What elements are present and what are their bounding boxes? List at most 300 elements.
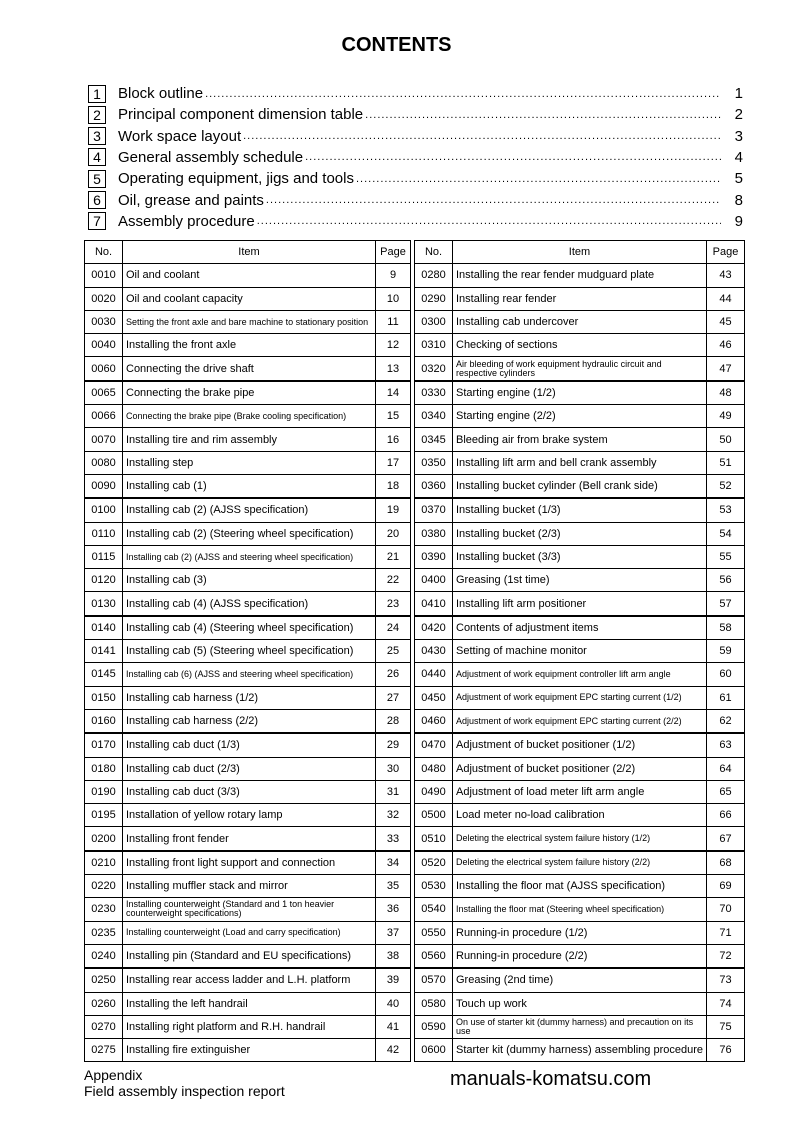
item-page: 44 xyxy=(707,287,745,310)
item-title: Installing step xyxy=(123,451,376,474)
item-title: Installing front fender xyxy=(123,827,376,851)
item-number: 0140 xyxy=(85,616,123,640)
item-number: 0580 xyxy=(415,992,453,1015)
item-number: 0020 xyxy=(85,287,123,310)
item-page: 57 xyxy=(707,592,745,616)
item-page: 25 xyxy=(376,640,411,663)
watermark: manuals-komatsu.com xyxy=(450,1068,652,1090)
item-title: Running-in procedure (2/2) xyxy=(453,944,707,968)
table-row[interactable] xyxy=(415,921,745,944)
item-title: Bleeding air from brake system xyxy=(453,428,707,451)
item-number: 0520 xyxy=(415,851,453,875)
leader-dots xyxy=(266,194,721,206)
item-title: Installing cab (2) (AJSS specification) xyxy=(123,498,376,522)
item-number: 0141 xyxy=(85,640,123,663)
table-row[interactable] xyxy=(85,474,411,498)
table-row[interactable] xyxy=(85,804,411,827)
item-page: 9 xyxy=(376,264,411,287)
toc-entry[interactable] xyxy=(88,211,743,232)
item-title: Oil and coolant xyxy=(123,264,376,287)
item-title: Greasing (1st time) xyxy=(453,569,707,592)
item-title: Installing the left handrail xyxy=(123,992,376,1015)
section-title: Block outline xyxy=(118,85,204,102)
item-number: 0110 xyxy=(85,522,123,545)
item-number: 0220 xyxy=(85,875,123,898)
col-page: Page xyxy=(376,241,411,264)
table-row[interactable] xyxy=(415,569,745,592)
item-page: 49 xyxy=(707,405,745,428)
item-number: 0390 xyxy=(415,545,453,568)
table-row[interactable] xyxy=(415,1039,745,1062)
appendix-heading: Appendix xyxy=(84,1067,143,1083)
item-page: 58 xyxy=(707,616,745,640)
item-title: Installing cab (6) (AJSS and steering wheel specification) xyxy=(123,663,376,686)
item-number: 0235 xyxy=(85,921,123,944)
table-row[interactable] xyxy=(85,733,411,757)
item-title: Installing fire extinguisher xyxy=(123,1039,376,1062)
item-number: 0170 xyxy=(85,733,123,757)
item-title: Installing right platform and R.H. handrail xyxy=(123,1015,376,1038)
item-number: 0440 xyxy=(415,663,453,686)
table-row[interactable] xyxy=(415,428,745,451)
item-number: 0420 xyxy=(415,616,453,640)
table-row[interactable] xyxy=(415,827,745,851)
item-number: 0500 xyxy=(415,804,453,827)
section-number: 1 xyxy=(88,85,106,103)
section-title: Work space layout xyxy=(118,127,242,145)
table-row[interactable] xyxy=(85,780,411,803)
item-page: 18 xyxy=(376,474,411,498)
leader-dots xyxy=(205,88,721,100)
item-page: 22 xyxy=(376,569,411,592)
item-number: 0430 xyxy=(415,640,453,663)
leader-dots xyxy=(257,215,721,227)
item-number: 0195 xyxy=(85,804,123,827)
item-page: 31 xyxy=(376,780,411,803)
item-page: 17 xyxy=(376,451,411,474)
item-number: 0145 xyxy=(85,663,123,686)
item-title: Installing bucket (3/3) xyxy=(453,545,707,568)
item-page: 24 xyxy=(376,616,411,640)
item-page: 34 xyxy=(376,851,411,875)
table-row[interactable] xyxy=(85,287,411,310)
item-page: 55 xyxy=(707,545,745,568)
item-page: 19 xyxy=(376,498,411,522)
item-title: Installing the rear fender mudguard plate xyxy=(453,264,707,287)
table-row[interactable] xyxy=(415,851,745,875)
item-page: 38 xyxy=(376,944,411,968)
item-number: 0410 xyxy=(415,592,453,616)
col-no: No. xyxy=(85,241,123,264)
item-page: 70 xyxy=(707,898,745,921)
item-title: Installing lift arm and bell crank assembly xyxy=(453,451,707,474)
item-page: 69 xyxy=(707,875,745,898)
item-number: 0450 xyxy=(415,686,453,709)
table-row[interactable] xyxy=(415,663,745,686)
item-title: Installing the front axle xyxy=(123,334,376,357)
item-title: Checking of sections xyxy=(453,334,707,357)
item-number: 0070 xyxy=(85,428,123,451)
table-row[interactable] xyxy=(415,334,745,357)
item-title: Installing bucket (2/3) xyxy=(453,522,707,545)
toc-entry[interactable] xyxy=(88,126,743,147)
item-page: 73 xyxy=(707,968,745,992)
table-row[interactable] xyxy=(415,875,745,898)
contents-table-left xyxy=(84,240,411,1062)
item-number: 0510 xyxy=(415,827,453,851)
table-row[interactable] xyxy=(415,405,745,428)
table-row[interactable] xyxy=(85,968,411,992)
section-title: General assembly schedule xyxy=(118,148,304,166)
item-title: Installing the floor mat (AJSS specification) xyxy=(453,875,707,898)
section-page: 2 xyxy=(734,106,743,124)
item-title: Installing cab duct (2/3) xyxy=(123,757,376,780)
leader-dots xyxy=(305,151,721,163)
table-row[interactable] xyxy=(415,287,745,310)
item-page: 65 xyxy=(707,780,745,803)
col-page: Page xyxy=(707,241,745,264)
table-row[interactable] xyxy=(85,898,411,921)
item-title: Installing cab (4) (Steering wheel specification) xyxy=(123,616,376,640)
table-row[interactable] xyxy=(85,686,411,709)
item-title: Running-in procedure (1/2) xyxy=(453,921,707,944)
item-number: 0160 xyxy=(85,709,123,733)
item-page: 21 xyxy=(376,545,411,568)
item-page: 23 xyxy=(376,592,411,616)
toc-entry[interactable] xyxy=(88,190,743,211)
item-title: Installing pin (Standard and EU specifications) xyxy=(123,944,376,968)
table-row[interactable] xyxy=(85,1015,411,1038)
table-row[interactable] xyxy=(85,310,411,333)
contents-table-right xyxy=(414,240,745,1062)
item-number: 0030 xyxy=(85,310,123,333)
item-title: Adjustment of work equipment EPC starting current (2/2) xyxy=(453,709,707,733)
item-number: 0600 xyxy=(415,1039,453,1062)
table-row[interactable] xyxy=(415,451,745,474)
table-row[interactable] xyxy=(415,757,745,780)
leader-dots xyxy=(365,109,721,121)
table-row[interactable] xyxy=(85,405,411,428)
section-number: 5 xyxy=(88,170,106,188)
table-row[interactable] xyxy=(415,640,745,663)
item-page: 67 xyxy=(707,827,745,851)
item-title: Starter kit (dummy harness) assembling procedure xyxy=(453,1039,707,1062)
item-number: 0490 xyxy=(415,780,453,803)
table-row[interactable] xyxy=(415,686,745,709)
item-number: 0250 xyxy=(85,968,123,992)
table-row[interactable] xyxy=(85,592,411,616)
item-number: 0370 xyxy=(415,498,453,522)
item-number: 0320 xyxy=(415,357,453,381)
item-title: Deleting the electrical system failure history (1/2) xyxy=(453,827,707,851)
table-row[interactable] xyxy=(85,944,411,968)
section-title: Principal component dimension table xyxy=(118,106,364,124)
item-title: Adjustment of bucket positioner (2/2) xyxy=(453,757,707,780)
item-page: 41 xyxy=(376,1015,411,1038)
item-number: 0066 xyxy=(85,405,123,428)
item-number: 0270 xyxy=(85,1015,123,1038)
item-page: 36 xyxy=(376,898,411,921)
table-row[interactable] xyxy=(85,334,411,357)
table-row[interactable] xyxy=(415,1015,745,1038)
item-page: 71 xyxy=(707,921,745,944)
table-row[interactable] xyxy=(415,592,745,616)
item-number: 0300 xyxy=(415,310,453,333)
item-page: 33 xyxy=(376,827,411,851)
col-no: No. xyxy=(415,241,453,264)
item-page: 32 xyxy=(376,804,411,827)
item-title: Installing rear fender xyxy=(453,287,707,310)
item-number: 0330 xyxy=(415,381,453,405)
item-number: 0530 xyxy=(415,875,453,898)
item-title: Greasing (2nd time) xyxy=(453,968,707,992)
item-title: Installing cab (5) (Steering wheel specification) xyxy=(123,640,376,663)
section-page: 4 xyxy=(734,148,743,166)
item-page: 29 xyxy=(376,733,411,757)
item-page: 62 xyxy=(707,709,745,733)
page-title: CONTENTS xyxy=(341,34,452,56)
item-number: 0120 xyxy=(85,569,123,592)
table-row[interactable] xyxy=(415,944,745,968)
table-row[interactable] xyxy=(85,357,411,381)
item-number: 0060 xyxy=(85,357,123,381)
item-title: Installing cab (2) (Steering wheel specification) xyxy=(123,522,376,545)
table-row[interactable] xyxy=(415,474,745,498)
item-title: Load meter no-load calibration xyxy=(453,804,707,827)
item-title: Adjustment of bucket positioner (1/2) xyxy=(453,733,707,757)
item-title: Setting of machine monitor xyxy=(453,640,707,663)
item-number: 0340 xyxy=(415,405,453,428)
table-row[interactable] xyxy=(85,545,411,568)
item-page: 47 xyxy=(707,357,745,381)
item-page: 50 xyxy=(707,428,745,451)
toc-entry[interactable] xyxy=(88,168,743,189)
item-number: 0400 xyxy=(415,569,453,592)
section-page: 9 xyxy=(734,212,743,230)
section-page: 1 xyxy=(734,85,743,102)
item-page: 76 xyxy=(707,1039,745,1062)
table-row[interactable] xyxy=(415,357,745,381)
item-page: 66 xyxy=(707,804,745,827)
item-number: 0380 xyxy=(415,522,453,545)
item-page: 40 xyxy=(376,992,411,1015)
item-page: 35 xyxy=(376,875,411,898)
item-number: 0150 xyxy=(85,686,123,709)
table-row[interactable] xyxy=(415,498,745,522)
item-page: 68 xyxy=(707,851,745,875)
item-title: Starting engine (2/2) xyxy=(453,405,707,428)
item-number: 0570 xyxy=(415,968,453,992)
leader-dots xyxy=(243,130,721,142)
table-row[interactable] xyxy=(85,663,411,686)
table-row[interactable] xyxy=(85,992,411,1015)
item-number: 0590 xyxy=(415,1015,453,1038)
toc-entry[interactable] xyxy=(88,104,743,125)
table-row[interactable] xyxy=(415,780,745,803)
table-row[interactable] xyxy=(85,921,411,944)
item-page: 59 xyxy=(707,640,745,663)
item-number: 0100 xyxy=(85,498,123,522)
item-title: Connecting the drive shaft xyxy=(123,357,376,381)
item-title: Connecting the brake pipe (Brake cooling specification) xyxy=(123,405,376,428)
item-page: 26 xyxy=(376,663,411,686)
item-number: 0540 xyxy=(415,898,453,921)
item-number: 0280 xyxy=(415,264,453,287)
item-number: 0130 xyxy=(85,592,123,616)
table-row[interactable] xyxy=(85,522,411,545)
table-row[interactable] xyxy=(415,968,745,992)
item-title: Installing lift arm positioner xyxy=(453,592,707,616)
item-title: Installing front light support and connection xyxy=(123,851,376,875)
table-row[interactable] xyxy=(415,992,745,1015)
item-page: 72 xyxy=(707,944,745,968)
section-number: 3 xyxy=(88,127,106,145)
section-page: 3 xyxy=(734,127,743,145)
item-title: Installing cab (3) xyxy=(123,569,376,592)
item-number: 0260 xyxy=(85,992,123,1015)
table-row[interactable] xyxy=(415,381,745,405)
item-title: Installing cab harness (1/2) xyxy=(123,686,376,709)
table-row[interactable] xyxy=(85,1039,411,1062)
item-number: 0190 xyxy=(85,780,123,803)
item-number: 0115 xyxy=(85,545,123,568)
item-page: 37 xyxy=(376,921,411,944)
item-title: Adjustment of load meter lift arm angle xyxy=(453,780,707,803)
item-number: 0210 xyxy=(85,851,123,875)
table-row[interactable] xyxy=(85,851,411,875)
item-number: 0360 xyxy=(415,474,453,498)
item-title: On use of starter kit (dummy harness) and precaution on its use xyxy=(453,1015,707,1038)
item-number: 0200 xyxy=(85,827,123,851)
table-row[interactable] xyxy=(85,381,411,405)
section-number: 7 xyxy=(88,212,106,230)
table-row[interactable] xyxy=(85,264,411,287)
section-title: Oil, grease and paints xyxy=(118,191,264,209)
col-item: Item xyxy=(453,241,707,264)
item-title: Installing cab harness (2/2) xyxy=(123,709,376,733)
item-page: 39 xyxy=(376,968,411,992)
item-page: 11 xyxy=(376,310,411,333)
item-title: Installing cab duct (3/3) xyxy=(123,780,376,803)
section-page: 8 xyxy=(734,191,743,209)
item-title: Setting the front axle and bare machine to stationary position xyxy=(123,310,376,333)
toc-entry[interactable] xyxy=(88,147,743,168)
item-page: 16 xyxy=(376,428,411,451)
toc-entry[interactable] xyxy=(88,83,743,104)
item-title: Installing cab undercover xyxy=(453,310,707,333)
item-title: Installing muffler stack and mirror xyxy=(123,875,376,898)
item-title: Installing counterweight (Standard and 1 ton heavier counterweight specifications) xyxy=(123,898,376,921)
item-page: 15 xyxy=(376,405,411,428)
table-row[interactable] xyxy=(415,310,745,333)
item-title: Connecting the brake pipe xyxy=(123,381,376,405)
table-row[interactable] xyxy=(85,498,411,522)
table-row[interactable] xyxy=(415,545,745,568)
item-title: Installing tire and rim assembly xyxy=(123,428,376,451)
appendix-item: Field assembly inspection report xyxy=(84,1083,285,1099)
table-row[interactable] xyxy=(85,616,411,640)
item-number: 0460 xyxy=(415,709,453,733)
item-number: 0310 xyxy=(415,334,453,357)
item-title: Installing the floor mat (Steering wheel specification) xyxy=(453,898,707,921)
item-title: Starting engine (1/2) xyxy=(453,381,707,405)
item-page: 60 xyxy=(707,663,745,686)
table-row[interactable] xyxy=(85,757,411,780)
section-number: 4 xyxy=(88,148,106,166)
item-number: 0560 xyxy=(415,944,453,968)
item-title: Oil and coolant capacity xyxy=(123,287,376,310)
table-row[interactable] xyxy=(85,640,411,663)
item-page: 45 xyxy=(707,310,745,333)
item-number: 0345 xyxy=(415,428,453,451)
table-row[interactable] xyxy=(415,616,745,640)
item-page: 43 xyxy=(707,264,745,287)
leader-dots xyxy=(356,173,721,185)
item-title: Contents of adjustment items xyxy=(453,616,707,640)
table-row[interactable] xyxy=(415,709,745,733)
item-title: Installing cab (4) (AJSS specification) xyxy=(123,592,376,616)
item-number: 0065 xyxy=(85,381,123,405)
item-title: Installing cab (1) xyxy=(123,474,376,498)
table-row[interactable] xyxy=(85,451,411,474)
item-page: 20 xyxy=(376,522,411,545)
table-row[interactable] xyxy=(415,898,745,921)
section-page: 5 xyxy=(734,170,743,188)
item-number: 0180 xyxy=(85,757,123,780)
item-page: 27 xyxy=(376,686,411,709)
item-number: 0470 xyxy=(415,733,453,757)
table-row[interactable] xyxy=(415,804,745,827)
item-page: 28 xyxy=(376,709,411,733)
item-number: 0350 xyxy=(415,451,453,474)
table-row[interactable] xyxy=(85,569,411,592)
table-row[interactable] xyxy=(85,709,411,733)
item-page: 54 xyxy=(707,522,745,545)
table-row[interactable] xyxy=(85,827,411,851)
table-row[interactable] xyxy=(85,875,411,898)
item-number: 0230 xyxy=(85,898,123,921)
section-number: 6 xyxy=(88,191,106,209)
table-row[interactable] xyxy=(415,522,745,545)
table-row[interactable] xyxy=(415,733,745,757)
item-page: 51 xyxy=(707,451,745,474)
item-number: 0240 xyxy=(85,944,123,968)
item-title: Installing cab (2) (AJSS and steering wheel specification) xyxy=(123,545,376,568)
item-number: 0480 xyxy=(415,757,453,780)
item-title: Air bleeding of work equipment hydraulic circuit and respective cylinders xyxy=(453,357,707,381)
col-item: Item xyxy=(123,241,376,264)
item-number: 0010 xyxy=(85,264,123,287)
item-page: 10 xyxy=(376,287,411,310)
section-title: Operating equipment, jigs and tools xyxy=(118,170,354,188)
item-page: 12 xyxy=(376,334,411,357)
section-number: 2 xyxy=(88,106,106,124)
table-row[interactable] xyxy=(85,428,411,451)
item-title: Installing bucket cylinder (Bell crank side) xyxy=(453,474,707,498)
item-page: 30 xyxy=(376,757,411,780)
item-page: 53 xyxy=(707,498,745,522)
item-title: Installation of yellow rotary lamp xyxy=(123,804,376,827)
item-title: Adjustment of work equipment controller lift arm angle xyxy=(453,663,707,686)
item-page: 63 xyxy=(707,733,745,757)
item-page: 61 xyxy=(707,686,745,709)
item-page: 52 xyxy=(707,474,745,498)
item-number: 0080 xyxy=(85,451,123,474)
item-title: Deleting the electrical system failure history (2/2) xyxy=(453,851,707,875)
table-row[interactable] xyxy=(415,264,745,287)
item-page: 56 xyxy=(707,569,745,592)
item-page: 42 xyxy=(376,1039,411,1062)
